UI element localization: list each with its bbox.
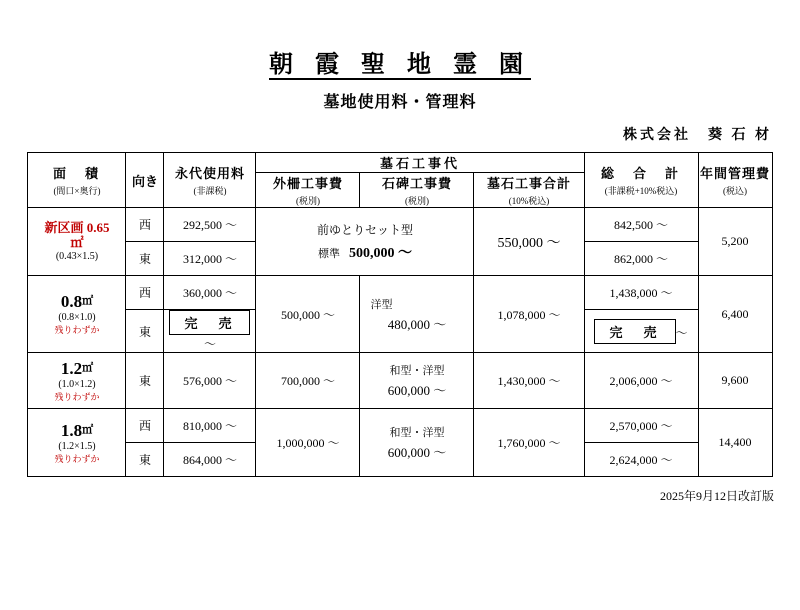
header-grand-total: 総 合 計 (非課税+10%税込): [584, 153, 698, 208]
annual-fee-cell: 6,400: [698, 276, 772, 353]
direction-cell: 東: [126, 310, 164, 353]
header-stonework: 墓石工事代: [256, 153, 584, 173]
header-direction: 向き: [126, 153, 164, 208]
revision-date: 2025年9月12日改訂版: [659, 489, 774, 503]
document-page: [0, 44, 800, 610]
table-header-row: [28, 153, 772, 173]
page-title: 朝 霞 聖 地 霊 園: [269, 52, 531, 78]
area-cell: 1.8㎡ (1.2×1.5) 残りわずか: [28, 409, 126, 477]
sold-out-badge: 完 売: [169, 310, 250, 335]
annual-fee-cell: 14,400: [698, 409, 772, 477]
grand-total-cell: 2,570,000 ～: [584, 409, 698, 443]
header-annual-fee: 年間管理費 (税込): [698, 153, 772, 208]
sold-out-badge: 完 売: [594, 319, 675, 344]
header-perpetual-fee: 永代使用料 (非課税): [164, 153, 256, 208]
perpetual-fee-sold-cell: 完 売～: [164, 310, 256, 353]
table-row: [28, 353, 772, 409]
table-row: [28, 276, 772, 310]
fence-fee-cell: 500,000 ～: [256, 276, 360, 353]
perpetual-fee-cell: 810,000 ～: [164, 409, 256, 443]
fence-fee-cell: 700,000 ～: [256, 353, 360, 409]
header-area: 面 積 (間口×奥行): [28, 153, 126, 208]
area-cell: 0.8㎡ (0.8×1.0) 残りわずか: [28, 276, 126, 353]
annual-fee-cell: 5,200: [698, 208, 772, 276]
grand-total-cell: 862,000 ～: [584, 242, 698, 276]
direction-cell: 西: [126, 276, 164, 310]
direction-cell: 東: [126, 353, 164, 409]
monument-fee-cell: 和型・洋型 600,000 ～: [360, 409, 474, 477]
price-table: [27, 152, 772, 477]
direction-cell: 東: [126, 242, 164, 276]
stonework-total-cell: 1,760,000 ～: [474, 409, 584, 477]
stonework-total-cell: 1,430,000 ～: [474, 353, 584, 409]
grand-total-cell: 1,438,000 ～: [584, 276, 698, 310]
monument-fee-cell: 洋型 480,000 ～: [360, 276, 474, 353]
header-stonework-total: 墓石工事合計 (10%税込): [474, 173, 584, 208]
perpetual-fee-cell: 576,000 ～: [164, 353, 256, 409]
perpetual-fee-cell: 864,000 ～: [164, 443, 256, 477]
header-monument-fee: 石碑工事費 (税別): [360, 173, 474, 208]
table-row: [28, 208, 772, 242]
area-cell-new: 新区画 0.65 ㎡ (0.43×1.5): [28, 208, 126, 276]
direction-cell: 西: [126, 208, 164, 242]
perpetual-fee-cell: 292,500 ～: [164, 208, 256, 242]
stonework-total-cell: 550,000 ～: [474, 208, 584, 276]
perpetual-fee-cell: 312,000 ～: [164, 242, 256, 276]
monument-fee-cell: 和型・洋型 600,000 ～: [360, 353, 474, 409]
header-fence-fee: 外柵工事費 (税別): [256, 173, 360, 208]
annual-fee-cell: 9,600: [698, 353, 772, 409]
table-row: [28, 409, 772, 443]
grand-total-cell: 2,624,000 ～: [584, 443, 698, 477]
perpetual-fee-cell: 360,000 ～: [164, 276, 256, 310]
stonework-total-cell: 1,078,000 ～: [474, 276, 584, 353]
fence-fee-cell: 1,000,000 ～: [256, 409, 360, 477]
direction-cell: 西: [126, 409, 164, 443]
grand-total-sold-cell: 完 売 ～: [584, 310, 698, 353]
grand-total-cell: 2,006,000 ～: [584, 353, 698, 409]
company-name: 株式会社 葵 石 材: [623, 128, 772, 143]
page-subtitle: 墓地使用料・管理料: [323, 94, 477, 111]
set-plan-cell: 前ゆとりセット型 標準 500,000 ～: [256, 208, 474, 276]
grand-total-cell: 842,500 ～: [584, 208, 698, 242]
area-cell: 1.2㎡ (1.0×1.2) 残りわずか: [28, 353, 126, 409]
direction-cell: 東: [126, 443, 164, 477]
